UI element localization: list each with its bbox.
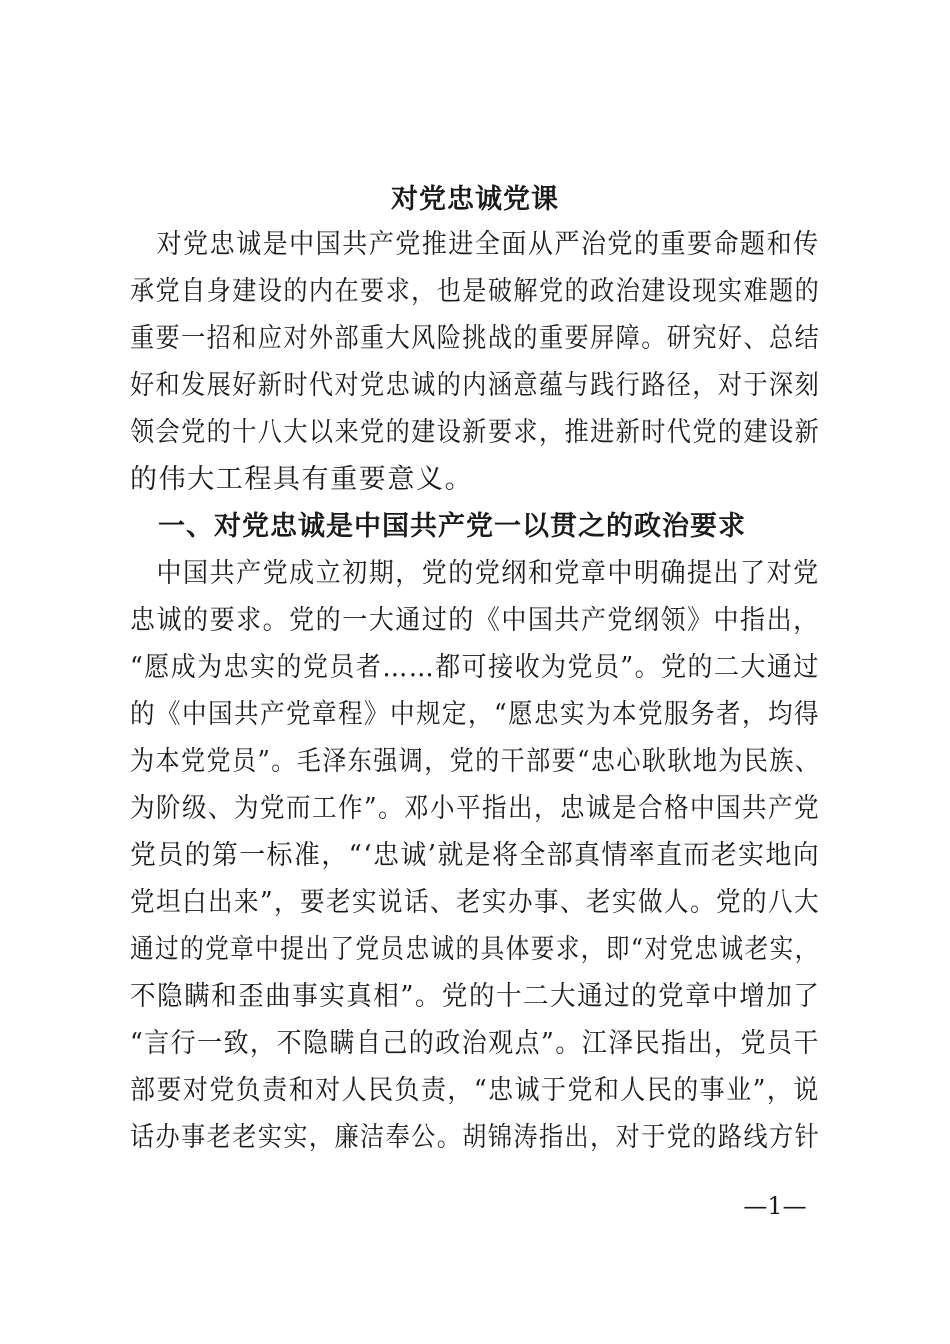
body-line: “言行一致，不隐瞒自己的政治观点”。江泽民指出，党员干 (130, 1028, 820, 1059)
document-title: 对党忠诚党课 (391, 184, 559, 215)
body-line: 不隐瞒和歪曲事实真相”。党的十二大通过的党章中增加了 (130, 981, 821, 1012)
body-line: 的伟大工程具有重要意义。 (130, 464, 474, 495)
body-line: 部要对党负责和对人民负责，“忠诚于党和人民的事业”，说 (130, 1075, 820, 1106)
section-heading: 一、对党忠诚是中国共产党一以贯之的政治要求 (130, 511, 746, 542)
body-line: 的《中国共产党章程》中规定，“愿忠实为本党服务者，均得 (130, 699, 821, 730)
body-line: 好和发展好新时代对党忠诚的内涵意蕴与践行路径，对于深刻 (130, 370, 821, 401)
body-line: 党坦白出来”，要老实说话、老实办事、老实做人。党的八大 (130, 887, 821, 918)
body-line: 通过的党章中提出了党员忠诚的具体要求，即“对党忠诚老实， (130, 934, 820, 965)
body-line: 领会党的十八大以来党的建设新要求，推进新时代党的建设新 (130, 417, 821, 448)
body-line: 对党忠诚是中国共产党推进全面从严治党的重要命题和传 (130, 229, 820, 260)
body-line: 中国共产党成立初期，党的党纲和党章中明确提出了对党 (130, 558, 820, 589)
page-number: —1— (743, 1192, 807, 1220)
body-line: 承党自身建设的内在要求，也是破解党的政治建设现实难题的 (130, 276, 821, 307)
body-line: 忠诚的要求。党的一大通过的《中国共产党纲领》中指出， (130, 605, 820, 636)
body-line: “愿成为忠实的党员者……都可接收为党员”。党的二大通过 (130, 652, 820, 683)
body-line: 为阶级、为党而工作”。邓小平指出，忠诚是合格中国共产党 (130, 793, 821, 824)
body-line: 重要一招和应对外部重大风险挑战的重要屏障。研究好、总结 (130, 323, 821, 354)
body-line: 话办事老老实实，廉洁奉公。胡锦涛指出，对于党的路线方针 (130, 1122, 821, 1153)
body-line: 党员的第一标准，“‘忠诚’就是将全部真情率直而老实地向 (130, 840, 821, 871)
body-line: 为本党党员”。毛泽东强调，党的干部要“忠心耿耿地为民族、 (130, 746, 821, 777)
